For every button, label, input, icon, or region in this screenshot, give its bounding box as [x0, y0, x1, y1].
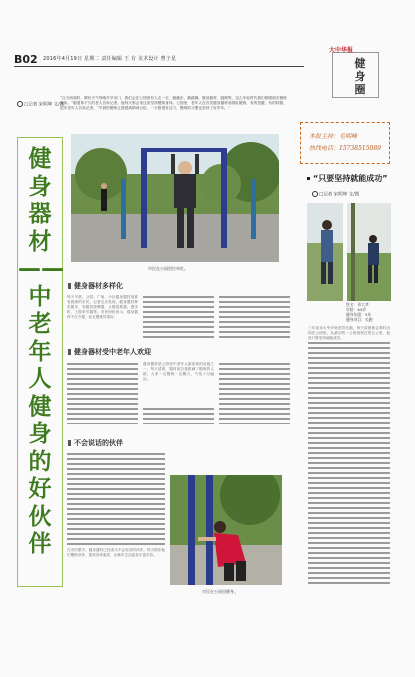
heading-bar	[68, 440, 71, 446]
contact-hotline: 热线电话：15738515089	[309, 145, 381, 152]
text-column	[219, 295, 290, 340]
sidebar-text-column	[308, 326, 390, 584]
sidebar-byline: □记者 宋明坤 文/图	[312, 191, 359, 198]
reporter-icon	[312, 191, 318, 197]
headline	[18, 146, 62, 559]
heading-bar	[68, 349, 71, 355]
reporter-icon	[17, 101, 23, 107]
section-1-text: 每天早晨，公园、广场、小区健身器材前都有晨练的市民。记者走访发现，健身器材种类繁多，有腰背按摩器、太极揉推器、漫步机、上肢牵引器等。市民纷纷表示，健身器材不仅方便，而且锻炼效果好。	[67, 295, 138, 340]
photo-caption-2: 市民在公园里健身。	[202, 589, 238, 594]
photo-pullup	[71, 134, 279, 262]
text-column	[143, 295, 214, 340]
contact-box	[300, 122, 390, 164]
page-meta: 2016年4月19日 星期二 责任编辑 王 有 美术设计 曹子星	[43, 56, 177, 62]
article-intro: “百天两周时，晴好天气每晚早早出门，我们会在公园里有人走一走、跑跑步，跳跳操。健身器材、跳绳等，这么年轻时代我们都跟朋友锻炼身体。”刚退休不久的老人告诉记者，他每天都会来这里坚持锻炼身体。公园里，老年人在各类健身器材前排队锻炼，有的扭腰、有的转腿，很多老年人告诉记者，“早晨的锻炼让我感到精神百倍，一天都很有活力，锻炼的习惯也坚持了好多年。”	[60, 96, 287, 111]
photo-stretch	[170, 475, 282, 585]
sidebar-photo-caption: 姓名：邓大爷 年龄：64岁 健身年限：5年 健身项目：长跑	[346, 302, 373, 322]
section-heading-3: 不会说话的伙伴	[68, 438, 123, 448]
section-heading-1: 健身器材多样化	[68, 281, 123, 291]
text-column	[219, 362, 290, 424]
section-heading-2: 健身器材受中老年人欢迎	[68, 347, 151, 357]
contact-host: 本报主持：毛明峰	[309, 133, 358, 140]
title-marker	[307, 177, 310, 180]
section-2-text: 健身器材是公园里中老年人最喜欢的设施之一。每天清晨，器材前总是排满了锻炼的人群，大家一边锻炼一边聊天，气氛十分融洽。	[143, 362, 214, 407]
section-3-text: 在市民眼中，健身器材已经成为不会说话的伙伴。每天陪伴他们锻炼身体，提高身体素质，让晚年生活更加丰富多彩。	[67, 548, 165, 584]
headline-frame	[17, 137, 63, 587]
sidebar-photo-1	[307, 203, 343, 301]
header-rule	[14, 66, 304, 67]
sidebar-text: 三年前邓大爷开始坚持长跑，每天清晨都会准时出现在公园里。从最初的一公里到现在的五公里，他说只要坚持就能成功。	[308, 326, 390, 341]
article-byline: □记者 宋明坤 文/图	[17, 101, 64, 108]
page-code: B02	[14, 53, 38, 66]
sidebar-title: “只要坚持就能成功”	[307, 173, 388, 184]
newspaper-logo: 大中华报	[329, 47, 354, 54]
sidebar-photo-2	[347, 203, 391, 301]
photo-caption-1: 市民在公园里拉单杠。	[148, 266, 188, 271]
headline-text: 健身器材——中老年人健身的好伙伴	[18, 146, 64, 557]
text-column	[67, 362, 138, 424]
section-title: 健身圈	[354, 57, 366, 96]
heading-bar	[68, 283, 71, 289]
